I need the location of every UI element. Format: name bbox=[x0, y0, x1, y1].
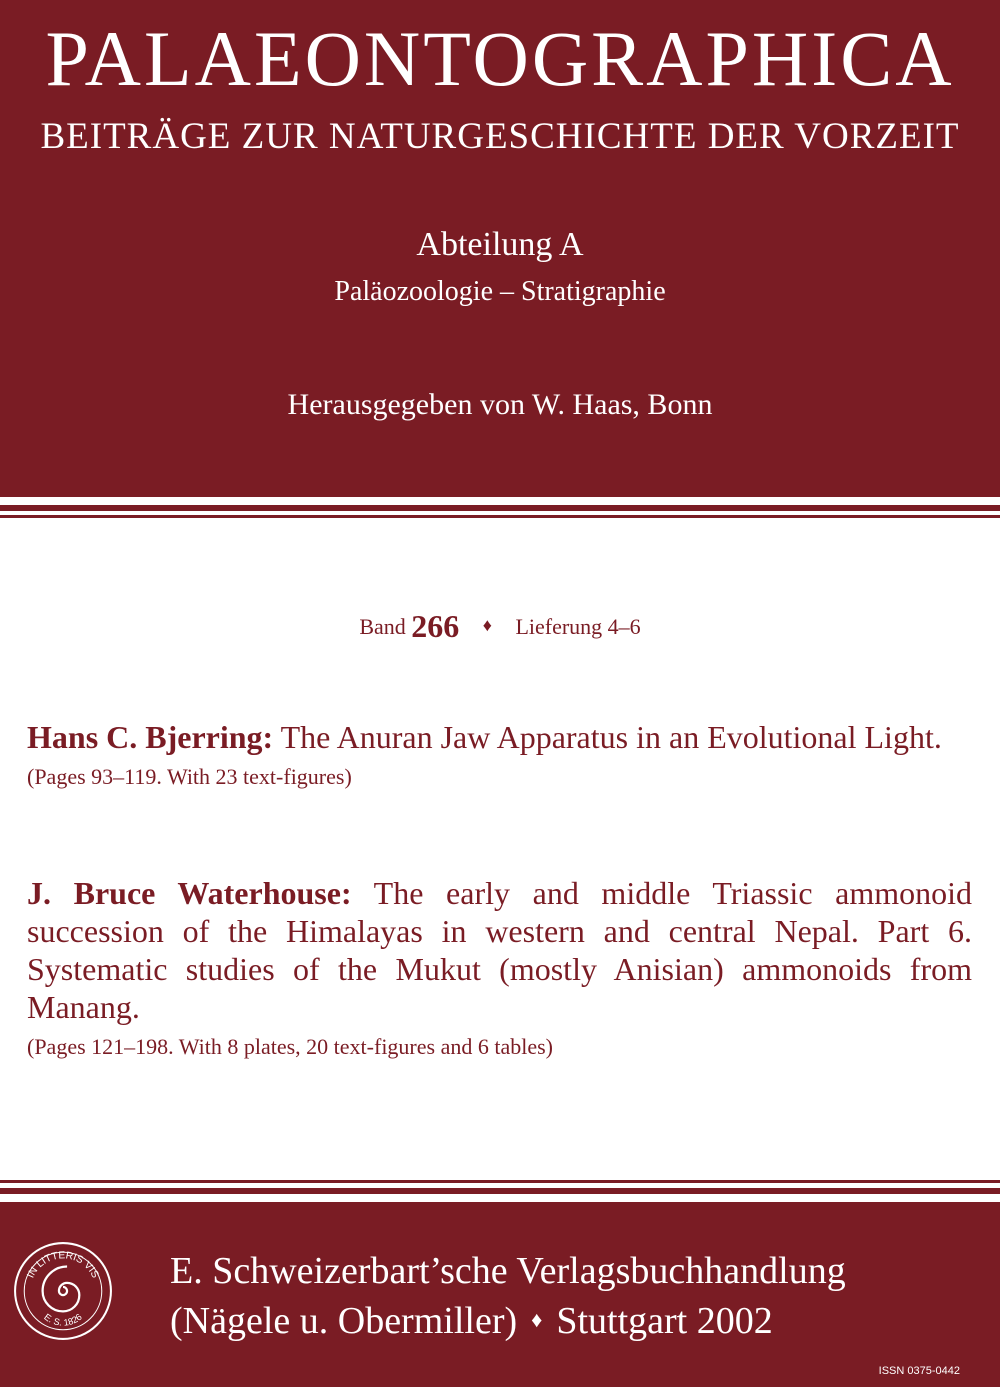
article-title: The Anuran Jaw Apparatus in an Evolutional Light. bbox=[280, 719, 942, 755]
divider-stripe bbox=[0, 515, 1000, 518]
seal-text-bottom: E. S. 1826 bbox=[42, 1311, 84, 1328]
article-title: The early and middle Triassic ammonoid succession of the Himalayas in western and central Nepal. Part 6. Systematic studies of the Mukut (mostly Anisian) ammonoids from Manang. bbox=[27, 875, 973, 1025]
article-entry bbox=[27, 874, 972, 1060]
svg-text:IN LITTERIS VIS bbox=[25, 1250, 100, 1280]
diamond-separator-icon: ♦ bbox=[482, 615, 492, 635]
publisher-owners: (Nägele u. Obermiller) bbox=[170, 1300, 518, 1342]
article-pages: (Pages 93–119. With 23 text-figures) bbox=[27, 764, 352, 789]
publisher-name: E. Schweizerbart’sche Verlagsbuchhandlung bbox=[170, 1250, 846, 1292]
divider-stripe bbox=[0, 505, 1000, 511]
editor-line: Herausgegeben von W. Haas, Bonn bbox=[287, 388, 713, 421]
publisher-city-year: Stuttgart 2002 bbox=[556, 1300, 773, 1342]
seal-text-top: IN LITTERIS VIS bbox=[25, 1250, 101, 1281]
article-author: J. Bruce Waterhouse: bbox=[27, 875, 352, 911]
journal-title: PALAEONTOGRAPHICA bbox=[45, 15, 955, 102]
divider-stripe bbox=[0, 1180, 1000, 1183]
article-author: Hans C. Bjerring: bbox=[27, 719, 274, 755]
header-band bbox=[0, 0, 1000, 497]
issue-line bbox=[0, 610, 1000, 642]
lieferung: Lieferung 4–6 bbox=[515, 614, 641, 639]
issn: ISSN 0375-0442 bbox=[878, 1365, 960, 1377]
article-entry bbox=[27, 718, 972, 790]
publisher-seal-icon bbox=[12, 1240, 114, 1342]
band-number: 266 bbox=[411, 608, 460, 644]
svg-text:E. S. 1826 bbox=[42, 1312, 84, 1328]
diamond-separator-icon: ♦ bbox=[531, 1307, 543, 1332]
abteilung-subject: Paläozoologie – Stratigraphie bbox=[334, 276, 666, 307]
publisher-location bbox=[170, 1302, 773, 1340]
divider-stripe bbox=[0, 1188, 1000, 1194]
abteilung-heading: Abteilung A bbox=[416, 226, 584, 263]
journal-subtitle: BEITRÄGE ZUR NATURGESCHICHTE DER VORZEIT bbox=[40, 116, 960, 157]
article-pages: (Pages 121–198. With 8 plates, 20 text-figures and 6 tables) bbox=[27, 1034, 553, 1059]
band-label: Band bbox=[359, 614, 406, 639]
publisher-band bbox=[0, 1202, 1000, 1387]
